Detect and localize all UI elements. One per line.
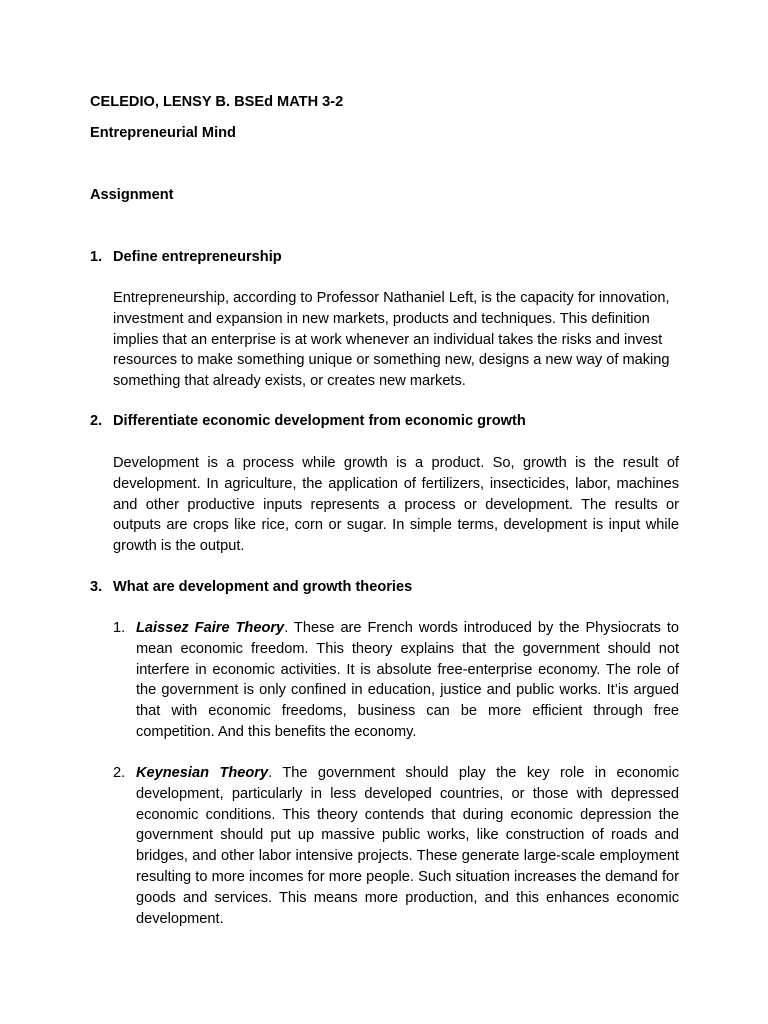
question-2-title: Differentiate economic development from economic growth <box>113 413 526 429</box>
assignment-heading: Assignment <box>90 187 174 203</box>
theory-1-number: 1. <box>113 620 126 636</box>
course-title: Entrepreneurial Mind <box>90 125 236 141</box>
theory-1-paragraph <box>136 618 679 743</box>
theory-2-term: Keynesian Theory <box>136 765 269 781</box>
question-3-title: What are development and growth theories <box>113 579 413 595</box>
question-3-number: 3. <box>90 579 103 595</box>
question-1-title: Define entrepreneurship <box>113 249 282 265</box>
theory-2-number: 2. <box>113 765 126 781</box>
theory-1-text: . These are French words introduced by the Physiocrats to mean economic freedom. This theory explains that the government should not interfere in economic activities. It is absolute free-enterprise economy. The role of the government is only confined in education, justice and public works. It’is argued that with economic freedoms, business can be more efficient through free competition. And this benefits the economy. <box>136 620 680 740</box>
student-name-line: CELEDIO, LENSY B. BSEd MATH 3-2 <box>90 94 344 110</box>
theory-2-paragraph <box>136 763 679 929</box>
question-2-number: 2. <box>90 413 103 429</box>
question-1-number: 1. <box>90 249 103 265</box>
theory-2-text: . The government should play the key role in economic development, particularly in less developed countries, or those with depressed economic conditions. This theory contends that during economic depression the government should put up massive public works, like construction of roads and bridges, and other labor intensive projects. These generate large-scale employment resulting to more incomes for more people. Such situation increases the demand for goods and services. This means more production, and this enhances economic development. <box>136 765 680 927</box>
question-2-answer: Development is a process while growth is a product. So, growth is the result of development. In agriculture, the application of fertilizers, insecticides, labor, machines and other productive inputs represents a process or development. The results or outputs are crops like rice, corn or sugar. In simple terms, development is input while growth is the output. <box>113 455 679 555</box>
theory-1-term: Laissez Faire Theory <box>136 620 285 636</box>
question-1-answer: Entrepreneurship, according to Professor Nathaniel Left, is the capacity for innovation, investment and expansion in new markets, products and techniques. This definition implies that an enterprise is at work whenever an individual takes the risks and invest resources to make something unique or something new, designs a new way of making something that already exists, or creates new markets. <box>113 290 670 390</box>
